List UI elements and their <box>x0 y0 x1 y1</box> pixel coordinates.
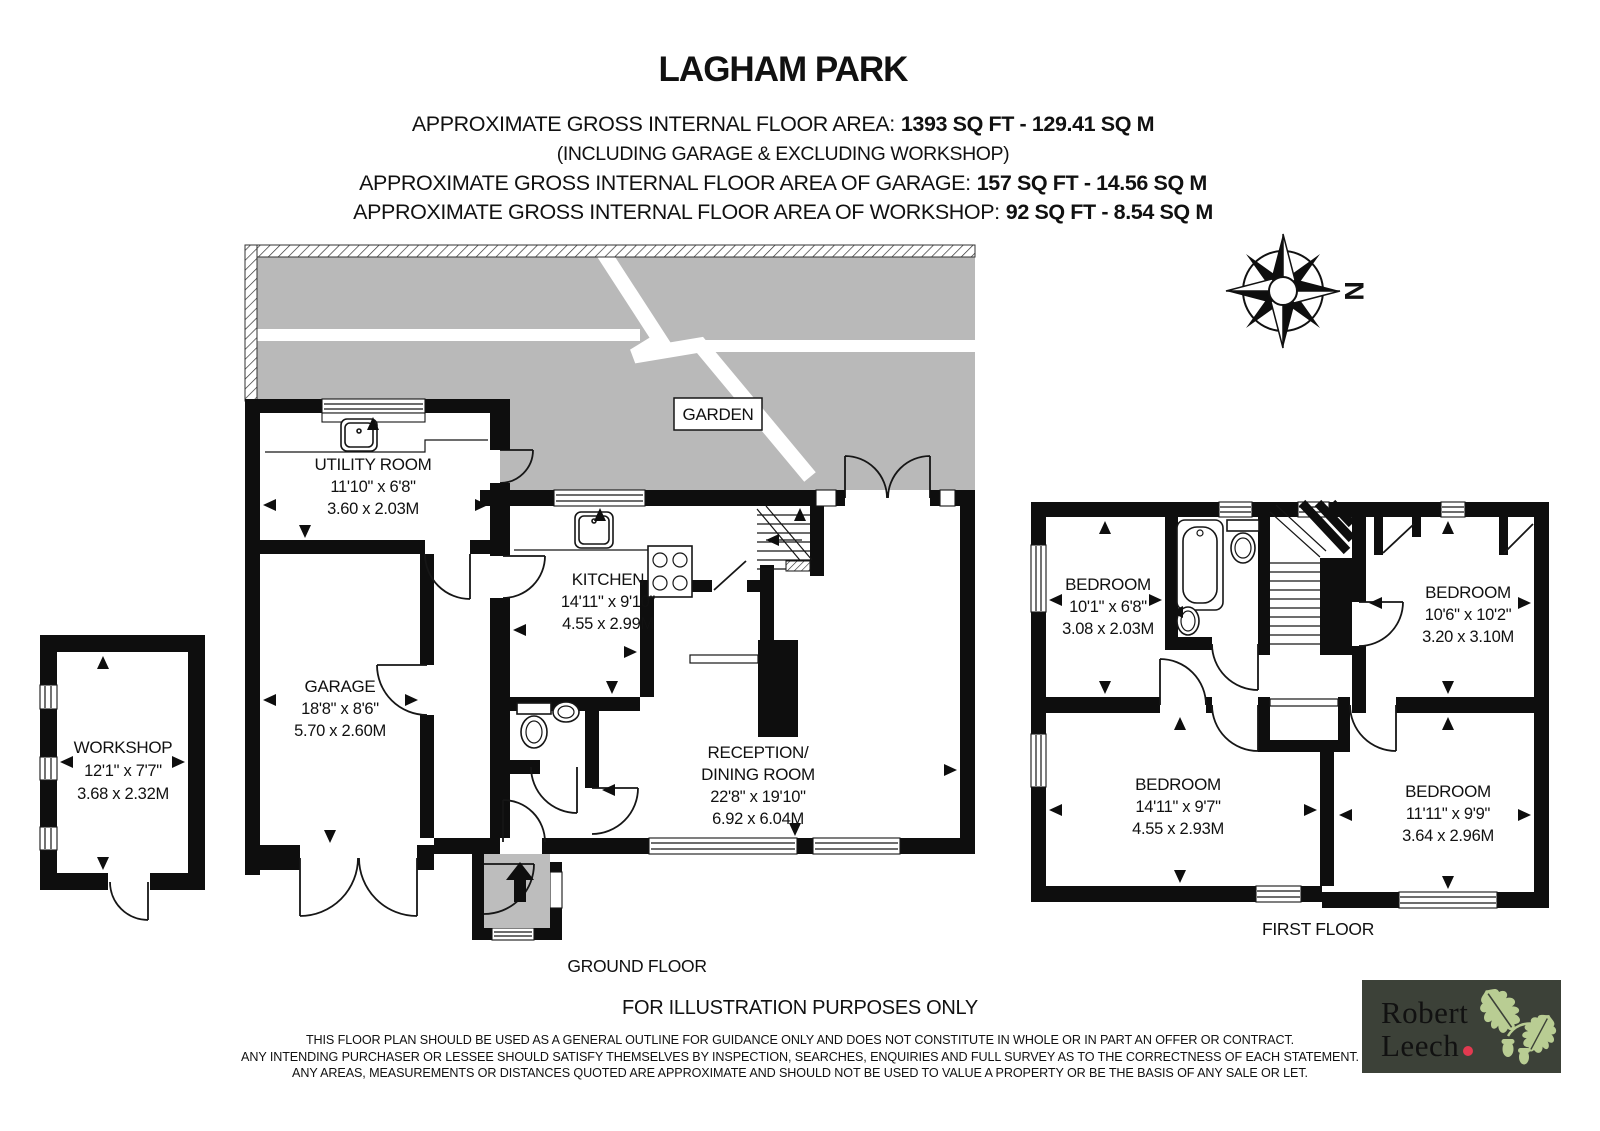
reception-window-left <box>649 838 797 854</box>
total-area-label: APPROXIMATE GROSS INTERNAL FLOOR AREA: <box>411 112 895 136</box>
stair-direction-arrow <box>766 534 779 546</box>
bedroom2-door-icon <box>1359 602 1403 646</box>
garden-label: GARDEN <box>682 405 754 424</box>
bedroom2-name: BEDROOM <box>1425 583 1511 602</box>
bedroom1-metric: 3.08 x 2.03M <box>1062 620 1154 638</box>
reception-imperial: 22'8" x 19'10" <box>710 788 806 806</box>
workshop-door-icon <box>110 882 148 920</box>
garden-fence-left <box>245 245 257 401</box>
kitchen-reception-door-icon <box>714 561 746 590</box>
landing-cupboard <box>1270 699 1338 706</box>
bedroom4-metric: 3.64 x 2.96M <box>1402 827 1494 845</box>
garage-area-value: 157 SQ FT - 14.56 SQ M <box>976 171 1207 195</box>
kitchen-breakfast-bar <box>690 655 758 663</box>
garage-area-label: APPROXIMATE GROSS INTERNAL FLOOR AREA OF GARAGE: <box>359 171 971 195</box>
garage-name: GARAGE <box>304 677 376 696</box>
bedroom3-imperial: 14'11" x 9'7" <box>1135 798 1221 816</box>
wc-toilet-icon <box>517 703 551 748</box>
kitchen-window <box>554 490 645 506</box>
utility-room-name: UTILITY ROOM <box>314 455 432 474</box>
bedroom1-door-icon <box>1160 659 1206 705</box>
page-title: LAGHAM PARK <box>658 50 908 89</box>
workshop-name: WORKSHOP <box>73 738 173 757</box>
bedroom3-metric: 4.55 x 2.93M <box>1132 820 1224 838</box>
workshop-imperial: 12'1" x 7'7" <box>84 762 162 780</box>
kitchen-door-icon <box>503 556 545 598</box>
compass-icon <box>1226 234 1369 348</box>
kitchen-sink-icon <box>575 512 613 548</box>
bedroom3-bottom-window <box>1256 886 1301 902</box>
garage-double-door-icon <box>300 858 417 916</box>
garden-fence-top <box>245 245 975 257</box>
bedroom4-name: BEDROOM <box>1405 782 1491 801</box>
workshop-area-value: 92 SQ FT - 8.54 SQ M <box>1005 200 1213 224</box>
stair-tread-hatch <box>786 561 810 571</box>
disclaimer-text <box>0 1032 1600 1082</box>
bedroom2-metric: 3.20 x 3.10M <box>1422 628 1514 646</box>
bathroom-door-icon <box>1212 644 1258 690</box>
utility-window <box>322 399 425 413</box>
area-note: (INCLUDING GARAGE & EXCLUDING WORKSHOP) <box>556 143 1010 165</box>
porch-side-window <box>550 872 562 908</box>
bedroom2-cupboard-doors <box>1383 524 1533 553</box>
bedroom3-door-icon <box>1212 705 1258 751</box>
toilet-icon <box>1227 520 1259 563</box>
bath-icon <box>1177 520 1223 610</box>
kitchen-imperial: 14'11" x 9'10" <box>560 593 656 611</box>
disclaimer-line-3: ANY AREAS, MEASUREMENTS OR DISTANCES QUOTED ARE APPROXIMATE AND SHOULD NOT BE USED TO VALUE A PROPERTY OR BE THE BASIS OF ANY SALE OR LET. <box>292 1066 1308 1081</box>
utility-room-imperial: 11'10" x 6'8" <box>330 478 416 496</box>
bedroom1-name: BEDROOM <box>1065 575 1151 594</box>
garden-break-band-left <box>255 329 640 341</box>
illustration-note: FOR ILLUSTRATION PURPOSES ONLY <box>622 997 978 1019</box>
workshop-area-label: APPROXIMATE GROSS INTERNAL FLOOR AREA OF WORKSHOP: <box>353 200 1000 224</box>
bedroom1-imperial: 10'1" x 6'8" <box>1069 598 1147 616</box>
porch-front-window <box>492 928 534 940</box>
workshop-plan <box>40 635 205 920</box>
garage-imperial: 18'8" x 8'6" <box>301 700 379 718</box>
garden-break-band-right <box>700 340 975 352</box>
disclaimer-line-2: ANY INTENDING PURCHASER OR LESSEE SHOULD SATISFY THEMSELVES BY INSPECTION, SEARCHES, ENQUIRIES AND FULL SURVEY AS TO THE CORRECTNESS OF EACH STATEMENT. <box>241 1049 1359 1064</box>
first-floor-label: FIRST FLOOR <box>1261 919 1375 939</box>
ground-floor-label: GROUND FLOOR <box>567 956 707 976</box>
disclaimer-line-1: THIS FLOOR PLAN SHOULD BE USED AS A GENERAL OUTLINE FOR GUIDANCE ONLY AND DOES NOT CONSTITUTE IN WHOLE OR IN PART AN OFFER OR CONTRACT. <box>305 1033 1295 1047</box>
reception-name-line2: DINING ROOM <box>701 765 815 784</box>
bedroom3-name: BEDROOM <box>1135 775 1221 794</box>
bedroom2-imperial: 10'6" x 10'2" <box>1424 606 1512 624</box>
kitchen-name: KITCHEN <box>571 570 645 589</box>
total-area-value: 1393 SQ FT - 129.41 SQ M <box>900 112 1155 136</box>
reception-sidelight-left <box>816 490 836 506</box>
reception-window-right <box>813 838 900 854</box>
reception-metric: 6.92 x 6.04M <box>712 810 804 828</box>
workshop-metric: 3.68 x 2.32M <box>77 785 169 803</box>
garage-hall-door-icon <box>377 665 427 715</box>
reception-sidelight-right <box>940 490 955 506</box>
bedroom2-window <box>1441 502 1465 517</box>
reception-name-line1: RECEPTION/ <box>707 743 809 762</box>
bedroom3-side-window <box>1031 734 1046 787</box>
bedroom4-imperial: 11'11" x 9'9" <box>1405 805 1491 823</box>
bedroom1-window <box>1031 545 1046 612</box>
wc-basin-icon <box>553 702 579 722</box>
ground-stairs-icon <box>757 506 812 571</box>
compass-north-label: N <box>1338 281 1369 301</box>
stair-upper-flight-hatch <box>1302 503 1352 551</box>
logo-name-line1: Robert <box>1381 995 1469 1030</box>
garage-metric: 5.70 x 2.60M <box>294 722 386 740</box>
bathroom-window <box>1219 502 1252 517</box>
first-floor-plan <box>1031 502 1549 908</box>
utility-room-metric: 3.60 x 2.03M <box>327 500 419 518</box>
bedroom4-bottom-window <box>1399 892 1497 908</box>
kitchen-metric: 4.55 x 2.99M <box>562 615 654 633</box>
kitchen-hob-icon <box>648 546 692 597</box>
logo-name-line2: Leech <box>1381 1028 1460 1063</box>
